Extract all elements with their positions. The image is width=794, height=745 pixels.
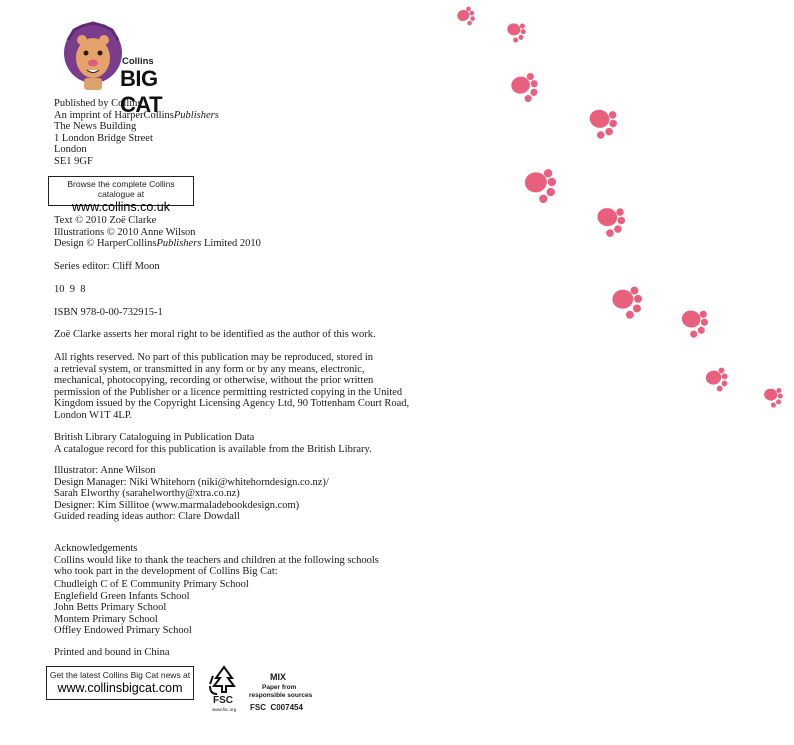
publisher-line: Published by Collins [54, 98, 142, 109]
logo-big-cat-text: BIG CAT [120, 66, 163, 117]
rights-line: mechanical, photocopying, recording or otherwise, without the prior written [54, 375, 374, 387]
paw-print-icon [580, 99, 625, 144]
fsc-tree-icon [207, 664, 241, 696]
text-credit: Text © 2010 Zoë Clarke [54, 215, 157, 226]
illustrations-credit: Illustrations © 2010 Anne Wilson [54, 226, 196, 238]
staff-line: Illustrator: Anne Wilson [54, 465, 156, 476]
school-item: John Betts Primary School [54, 602, 167, 614]
paw-print-icon [699, 361, 734, 396]
acknowledgements-line: who took part in the development of Collins Big Cat: [54, 566, 278, 578]
catalogue-box [48, 176, 194, 214]
fsc-code: FSC C007454 [250, 703, 303, 712]
staff-line: Sarah Elworthy (sarahelworthy@xtra.co.nz) [54, 488, 240, 500]
news-box [46, 666, 194, 700]
paw-print-icon [452, 2, 480, 30]
paw-print-icon [503, 65, 546, 108]
news-caption: Get the latest Collins Big Cat news at [49, 670, 191, 680]
fsc-paper-line: Paper from [262, 684, 297, 691]
publisher-line: London [54, 144, 87, 156]
logo-collins-text: Collins [122, 56, 154, 67]
staff-line: Designer: Kim Sillitoe (www.marmaladebookdesign.com) [54, 499, 300, 511]
paw-print-icon [588, 197, 633, 242]
news-link[interactable]: www.collinsbigcat.com [57, 681, 183, 695]
cip-line: British Library Cataloguing in Publication Data [54, 432, 255, 443]
isbn: ISBN 978-0-00-732915-1 [54, 307, 163, 318]
paw-print-icon [673, 300, 716, 343]
paw-print-icon [758, 381, 788, 411]
publisher-line: SE1 9GF [54, 155, 93, 167]
series-editor: Series editor: Cliff Moon [54, 261, 160, 272]
rights-line: a retrieval system, or transmitted in any form or by any means, electronic, [54, 363, 365, 375]
design-credit: Design © HarperCollinsPublishers Limited 2010 [54, 238, 261, 250]
fsc-website: www.fsc.org [212, 707, 237, 712]
school-item: Chudleigh C of E Community Primary School [54, 579, 249, 590]
catalogue-link[interactable]: www.collins.co.uk [72, 200, 170, 214]
acknowledgements-line: Collins would like to thank the teachers and children at the following schools [54, 554, 379, 566]
fsc-mix-label: MIX [270, 672, 287, 682]
rights-statement [54, 352, 409, 422]
school-item: Englefield Green Infants School [54, 590, 190, 602]
print-line: 10 9 8 [54, 284, 86, 295]
publisher-address [54, 98, 219, 168]
catalogue-caption: Browse the complete Collins catalogue at [67, 179, 175, 199]
acknowledgements-heading: Acknowledgements [54, 543, 138, 554]
paw-print-icon [515, 159, 565, 209]
school-item: Offley Endowed Primary School [54, 625, 192, 637]
printed-in: Printed and bound in China [54, 647, 170, 658]
rights-line: permission of the Publisher or a licence permitting restricted copying in the United [54, 386, 403, 398]
staff-credits [54, 465, 329, 523]
fsc-certification [206, 664, 336, 714]
acknowledgements [54, 543, 379, 578]
credits [54, 215, 261, 250]
publisher-line: The News Building [54, 121, 137, 133]
staff-line: Guided reading ideas author: Clare Dowdall [54, 511, 240, 523]
rights-line: Kingdom issued by the Copyright Licensing Agency Ltd, 90 Tottenham Court Road, [54, 398, 410, 410]
paw-print-icon [501, 16, 531, 46]
publisher-line: 1 London Bridge Street [54, 132, 153, 144]
school-list [54, 579, 249, 637]
lion-mascot-icon [62, 20, 124, 92]
moral-right: Zoë Clarke asserts her moral right to be identified as the author of this work. [54, 329, 376, 340]
publisher-line: An imprint of HarperCollinsPublishers [54, 109, 219, 121]
school-item: Montem Primary School [54, 613, 158, 625]
cip-line: A catalogue record for this publication is available from the British Library. [54, 443, 372, 455]
cip-data [54, 432, 372, 455]
fsc-logo-text: FSC [213, 695, 233, 706]
fsc-paper-line: responsible sources [249, 692, 313, 699]
staff-line: Design Manager: Niki Whitehorn (niki@whitehorndesign.co.nz)/ [54, 476, 329, 488]
rights-line: All rights reserved. No part of this publication may be reproduced, stored in [54, 352, 373, 363]
paw-print-icon [603, 277, 651, 325]
rights-line: London W1T 4LP. [54, 409, 133, 421]
